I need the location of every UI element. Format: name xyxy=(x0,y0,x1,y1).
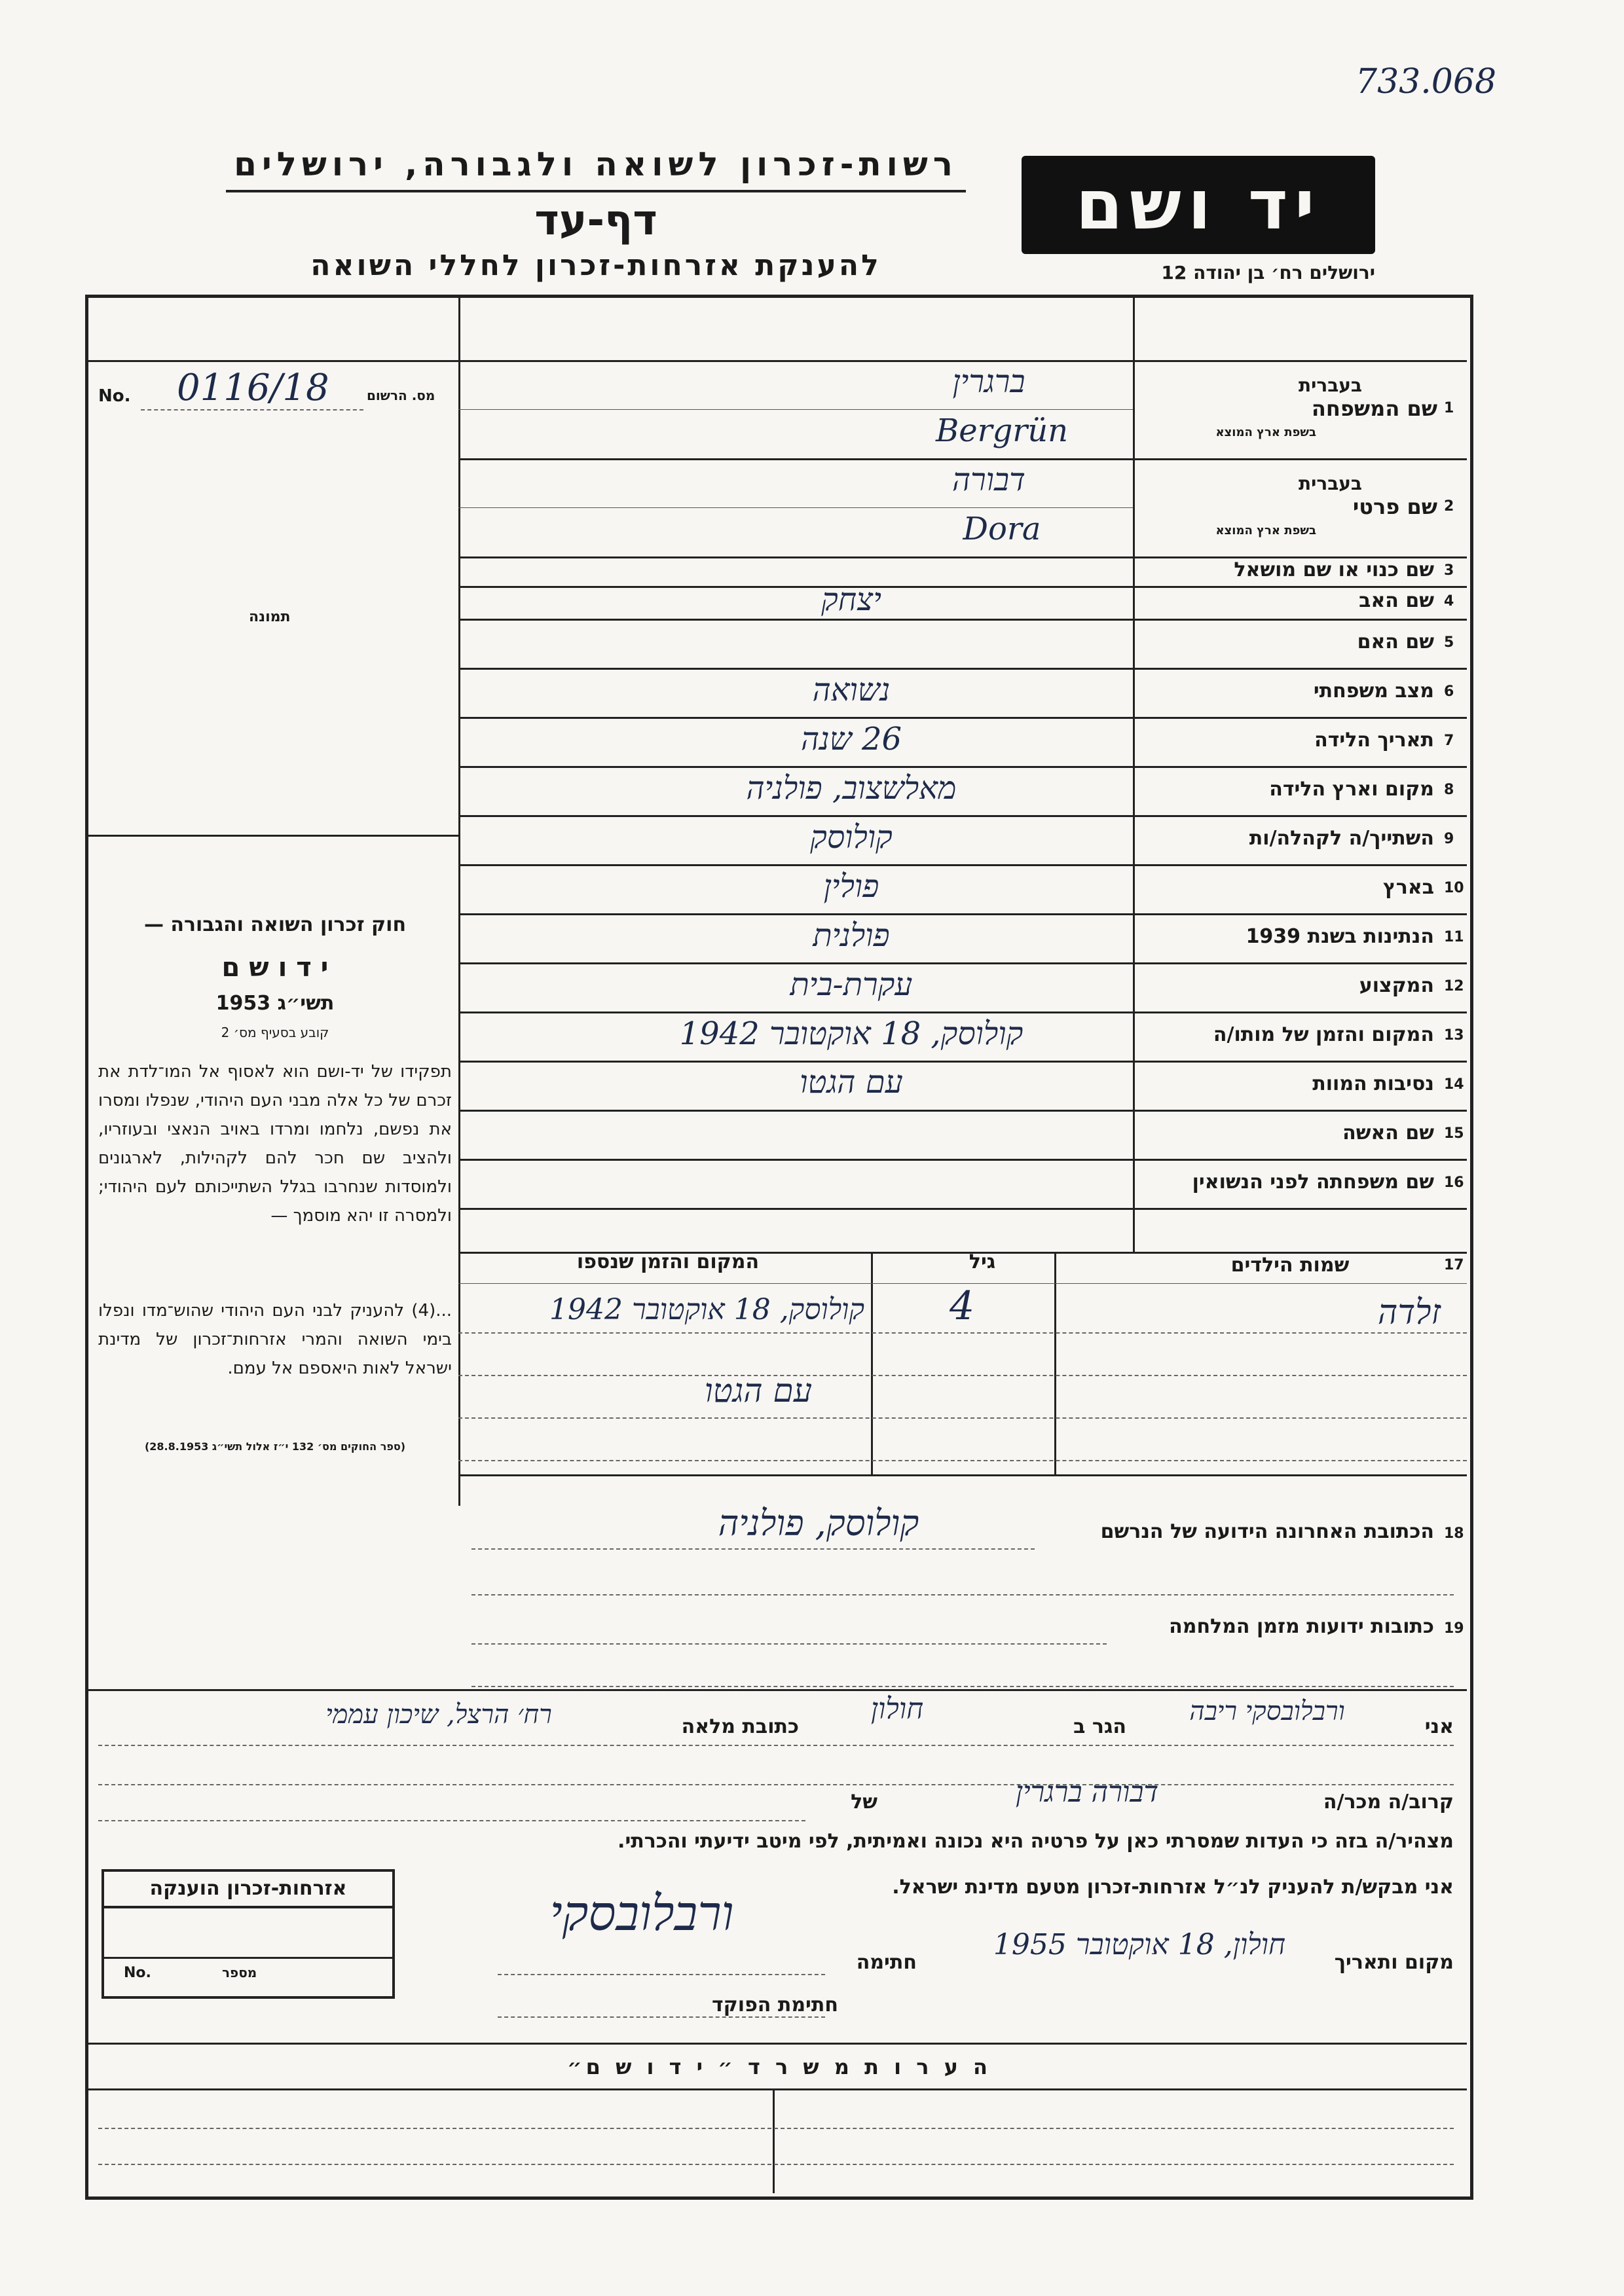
children-col-divider-2 xyxy=(1054,1252,1056,1474)
field-1-value-hebrew: ברגרין xyxy=(952,363,1025,400)
children-col-place: המקום והזמן שנספו xyxy=(576,1250,760,1273)
field-15-label: שם האשה xyxy=(1342,1121,1434,1144)
stamp-box-inner-line xyxy=(104,1906,392,1908)
field-9-number: 9 xyxy=(1444,830,1454,847)
field-13-value-2: עם הגטו xyxy=(800,1064,903,1101)
signature-line xyxy=(498,1974,825,1975)
field-12-number: 12 xyxy=(1444,977,1464,994)
field-1-sub-origin: בשפת ארץ המוצא xyxy=(1215,426,1316,439)
field-19-label: כתובות ידועות מזמן המלחמה xyxy=(1169,1615,1434,1638)
field-13-rowline xyxy=(458,1061,1467,1063)
children-row-line-1 xyxy=(458,1332,1467,1334)
field-5-number: 5 xyxy=(1444,634,1454,651)
field-1-midline xyxy=(458,409,1133,410)
field-4-number: 4 xyxy=(1444,593,1454,610)
field-14-number: 14 xyxy=(1444,1076,1464,1093)
field-1-sub-hebrew: בעברית xyxy=(1298,374,1362,396)
field-7-number: 7 xyxy=(1444,732,1454,749)
full-address-value: רח׳ הרצל, שיכון עממי xyxy=(325,1700,552,1730)
field-18-number: 18 xyxy=(1444,1525,1464,1542)
addresses-section-top xyxy=(458,1474,1467,1476)
field-7-rowline xyxy=(458,766,1467,768)
children-col-divider-1 xyxy=(871,1252,873,1474)
field-19-line xyxy=(471,1643,1107,1645)
field-2-sub-origin: בשפת ארץ המוצא xyxy=(1215,524,1316,538)
relative-value: דבורה ברגרין xyxy=(1015,1776,1159,1809)
yad-vashem-logo xyxy=(1022,156,1375,254)
field-2-midline xyxy=(458,507,1133,508)
field-10-rowline xyxy=(458,913,1467,915)
top-strip-divider xyxy=(88,360,1467,362)
stamp-box-sep xyxy=(104,1957,392,1959)
field-8-value: מאלשצוב, פולניה xyxy=(746,769,957,807)
field-5-label: שם האם xyxy=(1357,630,1434,653)
field-9-rowline xyxy=(458,864,1467,866)
form-subtitle: להענקת אזרחות-זכרון לחללי השואה xyxy=(310,249,881,282)
field-2-label: שם פרטי xyxy=(1352,494,1437,519)
law-title: חוק זכרון השואה והגבורה — xyxy=(143,913,407,936)
field-3-number: 3 xyxy=(1444,562,1454,579)
field-17-number: 17 xyxy=(1444,1257,1464,1273)
of-line xyxy=(98,1820,805,1821)
field-11-rowline xyxy=(458,962,1467,964)
field-4-value: יצחק xyxy=(821,581,881,618)
field-6-number: 6 xyxy=(1444,683,1454,700)
field-10-number: 10 xyxy=(1444,879,1464,896)
field-2-sub-hebrew: בעברית xyxy=(1298,473,1362,494)
office-notes-header-line xyxy=(88,2088,1467,2090)
reg-no-hebrew-label: מס. הרשום xyxy=(367,388,435,403)
law-yad-vashem: י ד ו ש ם xyxy=(221,953,329,983)
org-title-underline xyxy=(226,190,966,192)
children-col-names: שמות הילדים xyxy=(1230,1254,1350,1277)
field-2-value-hebrew: דבורה xyxy=(952,462,1025,498)
signature-value: ורבלובסקי xyxy=(549,1886,734,1942)
statement-1: מצהיר/ה בזה כי העדות שמסרתי כאן על פרטיה היא נכונה ואמיתית, לפי מיטב ידיעתי והכרתי. xyxy=(618,1830,1454,1853)
field-15-number: 15 xyxy=(1444,1125,1464,1142)
stamp-mispar: מספר xyxy=(222,1965,257,1980)
field-4-label: שם האב xyxy=(1359,589,1434,612)
office-notes-line-1 xyxy=(98,2128,1454,2129)
field-2-number: 2 xyxy=(1444,498,1454,515)
field-14-rowline xyxy=(458,1110,1467,1112)
field-19-number: 19 xyxy=(1444,1620,1464,1637)
field-8-label: מקום וארץ הלידה xyxy=(1269,777,1434,801)
field-11-label: הנתינות בשנת 1939 xyxy=(1246,924,1434,948)
relative-label: קרוב/ה מכר/ה xyxy=(1323,1791,1454,1813)
field-8-number: 8 xyxy=(1444,781,1454,798)
field-1-label: שם המשפחה xyxy=(1311,396,1437,421)
official-label: חתימת הפוקד xyxy=(712,1994,838,2016)
field-16-number: 16 xyxy=(1444,1174,1464,1191)
photo-label: תמונה xyxy=(249,609,291,625)
child-place-2: עם הגטו xyxy=(704,1372,812,1410)
field-7-value: 26 שנה xyxy=(800,720,902,757)
law-body-1: תפקידו של יד-ושם הוא לאסוף אל המו־לדת את זכרם של כל אלה מבני העם היהודי, שנפלו ומסרו את נפשם, נלחמו ומרדו באויב הנאצי ובעוזריו, ולהציב שם חכר להם לקהילות, לארגונים ולמוסדות שנחרבו בגלל השתייכותם לעם היהודי; ולמסרה זו יהא מוסמך — xyxy=(98,1062,452,1226)
field-18-line-2 xyxy=(471,1594,1454,1595)
place-date-value: חולון, 18 אוקטובר 1955 xyxy=(993,1928,1286,1961)
field-18-value: קולוסק, פולניה xyxy=(718,1503,919,1544)
field-5-rowline xyxy=(458,668,1467,670)
children-row-line-3 xyxy=(458,1417,1467,1419)
law-body-2: ...(4) להעניק לבני העם היהודי שהוש־מדו ונפלו בימי השואה והמרי אזרחות־זכרון של מדינת ישראל לאות היאספם אל עמם. xyxy=(98,1301,452,1378)
citizenship-stamp-box xyxy=(101,1869,395,1999)
stamp-title: אזרחות-זכרון הוענקה xyxy=(149,1877,347,1900)
field-13-value: קולוסק, 18 אוקטובר 1942 xyxy=(679,1015,1024,1052)
field-10-value: פולין xyxy=(823,867,879,905)
field-6-value: נשואה xyxy=(812,671,891,708)
form-title: דף-עד xyxy=(534,196,657,245)
field-1-value-origin: Bergrün xyxy=(935,412,1069,449)
lives-value: חולון xyxy=(870,1692,924,1726)
left-column-divider xyxy=(458,298,460,1506)
office-notes-line-2 xyxy=(98,2164,1454,2165)
place-date-label: מקום ותאריך xyxy=(1334,1951,1454,1974)
office-notes-divider xyxy=(773,2088,775,2193)
field-11-number: 11 xyxy=(1444,928,1464,945)
field-11-value: פולנית xyxy=(813,917,890,954)
signature-label: חתימה xyxy=(856,1951,917,1974)
logo-address: ירושלים רח׳ בן יהודה 12 xyxy=(1161,262,1375,283)
reg-no-line xyxy=(141,409,363,410)
field-12-value: עקרת-בית xyxy=(790,966,913,1003)
office-notes-top xyxy=(88,2043,1467,2045)
field-18-line xyxy=(471,1548,1035,1550)
children-col-age: גיל xyxy=(969,1250,996,1273)
official-line xyxy=(498,2016,825,2018)
witness-name: ורבלובסקי ריבה xyxy=(1189,1696,1345,1726)
field-16-rowline xyxy=(458,1208,1467,1210)
field-18-label: הכתובת האחרונה הידועה של הנרשם xyxy=(1100,1520,1434,1543)
field-9-label: השתייך/ה לקהלה/ות xyxy=(1249,826,1434,850)
field-13-label: המקום והזמן של מותו/ה xyxy=(1213,1023,1434,1046)
field-7-label: תאריך הלידה xyxy=(1314,728,1434,752)
field-14-label: נסיבות המוות xyxy=(1312,1072,1434,1095)
logo-text: יד ושם xyxy=(1075,165,1321,245)
law-section-note: קובע בסעיף מס׳ 2 xyxy=(221,1025,329,1040)
field-4-rowline xyxy=(458,619,1467,621)
field-6-label: מצב משפחתי xyxy=(1313,679,1434,702)
declaration-ani: אני xyxy=(1424,1715,1454,1738)
office-notes-title: ה ע ר ו ת מ ש ר ד ״ י ד ו ש ם״ xyxy=(566,2054,992,2079)
lives-label: הגר ב xyxy=(1073,1715,1126,1738)
stamp-no: No. xyxy=(124,1965,151,1981)
photo-area-divider xyxy=(88,835,458,837)
law-citation: (ספר החוקים מס׳ 132 י״ז אלול תשי״ג 28.8.1953) xyxy=(144,1440,406,1453)
full-address-label: כתובת מלאה xyxy=(681,1715,799,1738)
field-10-label: בארץ xyxy=(1382,875,1434,899)
reg-no-value: 0116/18 xyxy=(177,367,329,409)
declaration-top xyxy=(88,1689,1467,1691)
field-15-rowline xyxy=(458,1159,1467,1161)
field-8-rowline xyxy=(458,815,1467,817)
field-13-number: 13 xyxy=(1444,1027,1464,1044)
law-year: תשי״ג 1953 xyxy=(215,992,335,1015)
statement-2: אני מבקש/ת להעניק לנ״ל אזרחות-זכרון מטעם מדינת ישראל. xyxy=(892,1876,1454,1899)
org-title: רשות-זכרון לשואה ולגבורה, ירושלים xyxy=(234,145,958,183)
field-12-rowline xyxy=(458,1011,1467,1013)
field-16-label: שם משפחתה לפני הנשואין xyxy=(1192,1170,1434,1194)
archive-serial-number: 733.068 xyxy=(1356,62,1497,101)
child-name: זלדה xyxy=(1377,1293,1441,1332)
child-place: קולוסק, 18 אוקטובר 1942 xyxy=(549,1293,864,1326)
field-1-rowline xyxy=(458,458,1467,460)
field-12-label: המקצוע xyxy=(1359,974,1434,997)
child-age: 4 xyxy=(950,1283,975,1329)
field-6-rowline xyxy=(458,717,1467,719)
field-3-label: שם כנוי או שם מושאל xyxy=(1234,558,1434,581)
field-9-value: קולוסק xyxy=(810,818,893,856)
reg-no-label: No. xyxy=(98,386,131,406)
of-label: של xyxy=(851,1791,877,1813)
field-2-value-origin: Dora xyxy=(963,511,1041,547)
field-19-line-2 xyxy=(471,1686,1454,1687)
children-row-line-4 xyxy=(458,1460,1467,1461)
field-1-number: 1 xyxy=(1444,400,1454,416)
declaration-line-1 xyxy=(98,1745,1454,1746)
